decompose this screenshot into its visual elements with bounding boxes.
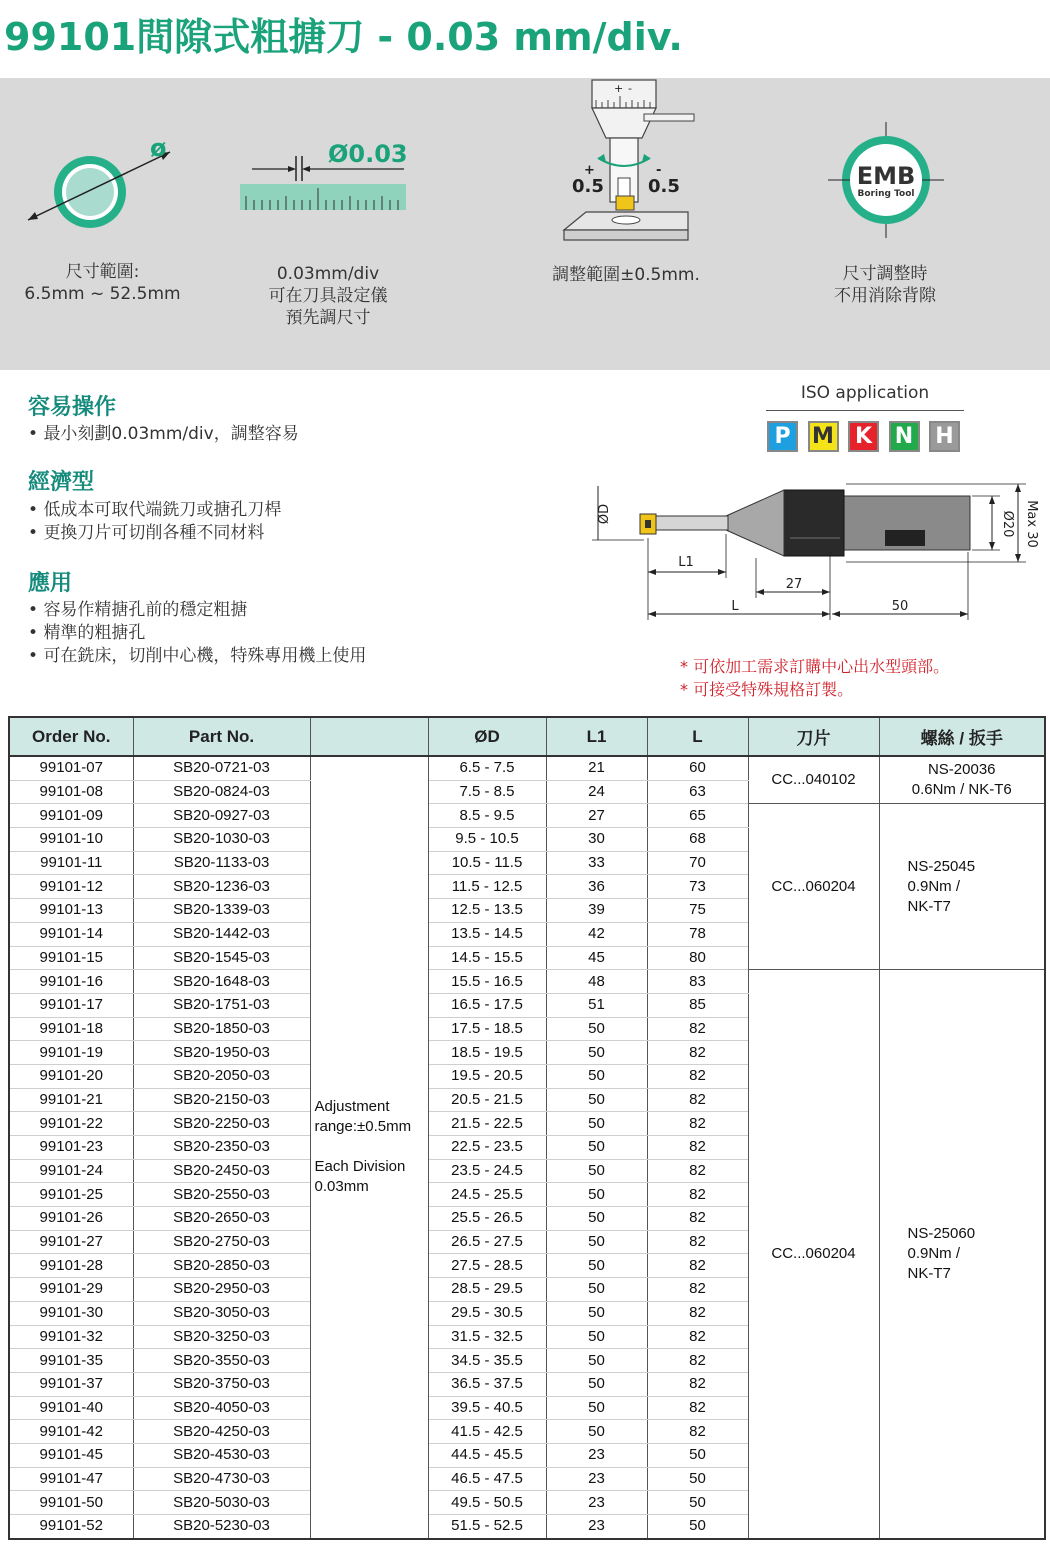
part-no-cell: SB20-0927-03 <box>133 804 310 828</box>
diameter-cell: 19.5 - 20.5 <box>428 1064 546 1088</box>
order-no-cell: 99101-10 <box>9 828 133 852</box>
l-cell: 82 <box>647 1396 748 1420</box>
part-no-cell: SB20-1133-03 <box>133 851 310 875</box>
part-no-cell: SB20-2250-03 <box>133 1112 310 1136</box>
diameter-cell: 13.5 - 14.5 <box>428 922 546 946</box>
order-no-cell: 99101-14 <box>9 922 133 946</box>
diameter-cell: 46.5 - 47.5 <box>428 1467 546 1491</box>
col-l1: L1 <box>546 717 647 756</box>
l-cell: 82 <box>647 1420 748 1444</box>
l1-cell: 50 <box>546 1254 647 1278</box>
dim-50: 50 <box>891 599 909 614</box>
l-cell: 82 <box>647 1064 748 1088</box>
l1-cell: 45 <box>546 946 647 970</box>
part-no-cell: SB20-2150-03 <box>133 1088 310 1112</box>
l-cell: 73 <box>647 875 748 899</box>
diameter-cell: 7.5 - 8.5 <box>428 780 546 804</box>
diameter-cell: 44.5 - 45.5 <box>428 1443 546 1467</box>
l1-cell: 23 <box>546 1467 647 1491</box>
bullets-easy <box>28 423 299 446</box>
iso-title: ISO application <box>800 383 930 403</box>
bullet-item: • 低成本可取代端銑刀或搪孔刀桿 <box>28 499 281 522</box>
dim-l1: L1 <box>678 555 694 570</box>
l-cell: 65 <box>647 804 748 828</box>
adjust-right-value: 0.5 <box>648 176 680 197</box>
order-no-cell: 99101-26 <box>9 1207 133 1231</box>
section-title-economy: 經濟型 <box>28 470 95 495</box>
diameter-cell: 9.5 - 10.5 <box>428 828 546 852</box>
feature-banner <box>0 78 1050 370</box>
bullet-item: • 精準的粗搪孔 <box>28 622 366 645</box>
insert-cell: CC...060204 <box>748 804 879 970</box>
dim-l: L <box>731 599 739 614</box>
l1-cell: 50 <box>546 1396 647 1420</box>
part-no-cell: SB20-2950-03 <box>133 1278 310 1302</box>
order-no-cell: 99101-12 <box>9 875 133 899</box>
l-cell: 75 <box>647 899 748 923</box>
bullets-application <box>28 599 366 668</box>
diameter-cell: 20.5 - 21.5 <box>428 1088 546 1112</box>
l1-cell: 50 <box>546 1207 647 1231</box>
l1-cell: 50 <box>546 1230 647 1254</box>
part-no-cell: SB20-5230-03 <box>133 1515 310 1539</box>
l-cell: 78 <box>647 922 748 946</box>
tool-dimension-drawing <box>590 478 1040 623</box>
l1-cell: 50 <box>546 1088 647 1112</box>
section-title-easy: 容易操作 <box>28 395 117 420</box>
spec-table <box>8 716 1046 1540</box>
order-no-cell: 99101-30 <box>9 1301 133 1325</box>
diameter-cell: 25.5 - 26.5 <box>428 1207 546 1231</box>
part-no-cell: SB20-3550-03 <box>133 1349 310 1373</box>
iso-grade-n: N <box>889 421 920 452</box>
col-screw-wrench: 螺絲 / 扳手 <box>879 717 1045 756</box>
part-no-cell: SB20-5030-03 <box>133 1491 310 1515</box>
part-no-cell: SB20-2350-03 <box>133 1136 310 1160</box>
note-special: * 可接受特殊規格訂製。 <box>680 680 854 699</box>
table-row <box>9 970 1045 994</box>
order-no-cell: 99101-09 <box>9 804 133 828</box>
order-no-cell: 99101-52 <box>9 1515 133 1539</box>
part-no-cell: SB20-2750-03 <box>133 1230 310 1254</box>
order-no-cell: 99101-32 <box>9 1325 133 1349</box>
l1-cell: 23 <box>546 1491 647 1515</box>
diameter-cell: 11.5 - 12.5 <box>428 875 546 899</box>
diameter-cell: 39.5 - 40.5 <box>428 1396 546 1420</box>
l1-cell: 23 <box>546 1515 647 1539</box>
order-no-cell: 99101-11 <box>9 851 133 875</box>
col-diameter: ØD <box>428 717 546 756</box>
l-cell: 82 <box>647 1017 748 1041</box>
l1-cell: 50 <box>546 1325 647 1349</box>
l1-cell: 50 <box>546 1349 647 1373</box>
l1-cell: 50 <box>546 1301 647 1325</box>
l1-cell: 50 <box>546 1183 647 1207</box>
diameter-cell: 8.5 - 9.5 <box>428 804 546 828</box>
part-no-cell: SB20-1950-03 <box>133 1041 310 1065</box>
page-title: 99101間隙式粗搪刀 - 0.03 mm/div. <box>4 15 683 59</box>
order-no-cell: 99101-25 <box>9 1183 133 1207</box>
part-no-cell: SB20-2450-03 <box>133 1159 310 1183</box>
l1-cell: 21 <box>546 756 647 780</box>
diameter-cell: 31.5 - 32.5 <box>428 1325 546 1349</box>
order-no-cell: 99101-35 <box>9 1349 133 1373</box>
order-no-cell: 99101-17 <box>9 993 133 1017</box>
l-cell: 70 <box>647 851 748 875</box>
diameter-cell: 28.5 - 29.5 <box>428 1278 546 1302</box>
boring-head-icon <box>560 78 710 256</box>
dim-27: 27 <box>785 577 803 592</box>
part-no-cell: SB20-1339-03 <box>133 899 310 923</box>
l1-cell: 50 <box>546 1112 647 1136</box>
part-no-cell: SB20-1648-03 <box>133 970 310 994</box>
order-no-cell: 99101-21 <box>9 1088 133 1112</box>
feature4-caption: 尺寸調整時 不用消除背隙 <box>834 264 936 306</box>
l-cell: 82 <box>647 1254 748 1278</box>
part-no-cell: SB20-0824-03 <box>133 780 310 804</box>
order-no-cell: 99101-16 <box>9 970 133 994</box>
diameter-cell: 51.5 - 52.5 <box>428 1515 546 1539</box>
diameter-cell: 49.5 - 50.5 <box>428 1491 546 1515</box>
l1-cell: 48 <box>546 970 647 994</box>
table-header-row <box>9 717 1045 756</box>
l-cell: 82 <box>647 1230 748 1254</box>
part-no-cell: SB20-4730-03 <box>133 1467 310 1491</box>
l1-cell: 51 <box>546 993 647 1017</box>
col-note <box>310 717 428 756</box>
part-no-cell: SB20-4250-03 <box>133 1420 310 1444</box>
l-cell: 50 <box>647 1515 748 1539</box>
part-no-cell: SB20-2650-03 <box>133 1207 310 1231</box>
order-no-cell: 99101-07 <box>9 756 133 780</box>
iso-grade-k: K <box>848 421 879 452</box>
l1-cell: 50 <box>546 1064 647 1088</box>
adjust-minus: - <box>656 163 662 178</box>
bullet-item: • 最小刻劃0.03mm/div，調整容易 <box>28 423 299 446</box>
dim-max30: Max 30 <box>1024 500 1039 548</box>
l1-cell: 24 <box>546 780 647 804</box>
l1-cell: 39 <box>546 899 647 923</box>
l1-cell: 50 <box>546 1278 647 1302</box>
diameter-cell: 22.5 - 23.5 <box>428 1136 546 1160</box>
diameter-cell: 27.5 - 28.5 <box>428 1254 546 1278</box>
l-cell: 80 <box>647 946 748 970</box>
l-cell: 82 <box>647 1207 748 1231</box>
order-no-cell: 99101-22 <box>9 1112 133 1136</box>
iso-divider <box>766 410 964 411</box>
order-no-cell: 99101-18 <box>9 1017 133 1041</box>
part-no-cell: SB20-1850-03 <box>133 1017 310 1041</box>
spec-table-body <box>9 756 1045 1539</box>
order-no-cell: 99101-19 <box>9 1041 133 1065</box>
order-no-cell: 99101-45 <box>9 1443 133 1467</box>
emb-logo-subtext: Boring Tool <box>857 189 915 199</box>
diameter-ring-icon <box>20 130 190 260</box>
l-cell: 60 <box>647 756 748 780</box>
l-cell: 50 <box>647 1443 748 1467</box>
order-no-cell: 99101-15 <box>9 946 133 970</box>
l1-cell: 50 <box>546 1017 647 1041</box>
l-cell: 82 <box>647 1041 748 1065</box>
l1-cell: 50 <box>546 1372 647 1396</box>
note-coolant: * 可依加工需求訂購中心出水型頭部。 <box>680 657 950 676</box>
diameter-cell: 14.5 - 15.5 <box>428 946 546 970</box>
insert-cell: CC...040102 <box>748 756 879 804</box>
order-no-cell: 99101-23 <box>9 1136 133 1160</box>
l-cell: 82 <box>647 1325 748 1349</box>
l-cell: 82 <box>647 1372 748 1396</box>
diameter-cell: 24.5 - 25.5 <box>428 1183 546 1207</box>
order-no-cell: 99101-08 <box>9 780 133 804</box>
order-no-cell: 99101-47 <box>9 1467 133 1491</box>
order-no-cell: 99101-29 <box>9 1278 133 1302</box>
feature2-caption: 0.03mm/div 可在刀具設定儀 預先調尺寸 <box>268 264 388 328</box>
iso-grade-m: M <box>808 421 839 452</box>
feature2-symbol: Ø0.03 <box>328 140 408 168</box>
l1-cell: 27 <box>546 804 647 828</box>
col-insert: 刀片 <box>748 717 879 756</box>
col-l: L <box>647 717 748 756</box>
adjust-left-value: 0.5 <box>572 176 604 197</box>
adjust-plus-top: + <box>614 82 624 95</box>
part-no-cell: SB20-1236-03 <box>133 875 310 899</box>
adjust-plus: + <box>584 163 595 178</box>
l-cell: 83 <box>647 970 748 994</box>
l1-cell: 50 <box>546 1420 647 1444</box>
diameter-cell: 29.5 - 30.5 <box>428 1301 546 1325</box>
diameter-cell: 6.5 - 7.5 <box>428 756 546 780</box>
part-no-cell: SB20-1545-03 <box>133 946 310 970</box>
part-no-cell: SB20-2850-03 <box>133 1254 310 1278</box>
col-part-no: Part No. <box>133 717 310 756</box>
l-cell: 82 <box>647 1112 748 1136</box>
order-no-cell: 99101-50 <box>9 1491 133 1515</box>
l1-cell: 50 <box>546 1041 647 1065</box>
part-no-cell: SB20-1751-03 <box>133 993 310 1017</box>
l-cell: 63 <box>647 780 748 804</box>
l-cell: 82 <box>647 1349 748 1373</box>
l1-cell: 36 <box>546 875 647 899</box>
l-cell: 82 <box>647 1088 748 1112</box>
diameter-cell: 12.5 - 13.5 <box>428 899 546 923</box>
dim-od: ØD <box>597 503 612 525</box>
l1-cell: 33 <box>546 851 647 875</box>
diameter-cell: 17.5 - 18.5 <box>428 1017 546 1041</box>
diameter-cell: 41.5 - 42.5 <box>428 1420 546 1444</box>
feature1-caption: 尺寸範圍: 6.5mm ~ 52.5mm <box>24 262 181 304</box>
bullet-item: • 容易作精搪孔前的穩定粗搪 <box>28 599 366 622</box>
col-order-no: Order No. <box>9 717 133 756</box>
diameter-cell: 18.5 - 19.5 <box>428 1041 546 1065</box>
part-no-cell: SB20-2050-03 <box>133 1064 310 1088</box>
iso-grade-p: P <box>767 421 798 452</box>
order-no-cell: 99101-20 <box>9 1064 133 1088</box>
part-no-cell: SB20-4530-03 <box>133 1443 310 1467</box>
l-cell: 50 <box>647 1467 748 1491</box>
diameter-cell: 10.5 - 11.5 <box>428 851 546 875</box>
order-no-cell: 99101-42 <box>9 1420 133 1444</box>
diameter-cell: 26.5 - 27.5 <box>428 1230 546 1254</box>
bullet-item: • 可在銑床，切削中心機，特殊專用機上使用 <box>28 645 366 668</box>
part-no-cell: SB20-3750-03 <box>133 1372 310 1396</box>
l-cell: 85 <box>647 993 748 1017</box>
dim-d20: Ø20 <box>1000 510 1015 538</box>
emb-boring-tool-icon <box>824 118 948 242</box>
emb-logo-text: EMB <box>856 162 916 190</box>
part-no-cell: SB20-1030-03 <box>133 828 310 852</box>
screw-wrench-cell: NS-25045 0.9Nm / NK-T7 <box>879 804 1045 970</box>
part-no-cell: SB20-4050-03 <box>133 1396 310 1420</box>
diameter-cell: 15.5 - 16.5 <box>428 970 546 994</box>
part-no-cell: SB20-0721-03 <box>133 756 310 780</box>
feature3-caption: 調整範圍±0.5mm. <box>552 265 700 285</box>
scale-ruler-icon <box>232 136 412 216</box>
l-cell: 82 <box>647 1301 748 1325</box>
screw-wrench-cell: NS-20036 0.6Nm / NK-T6 <box>879 756 1045 804</box>
order-no-cell: 99101-27 <box>9 1230 133 1254</box>
table-row <box>9 804 1045 828</box>
l-cell: 82 <box>647 1278 748 1302</box>
adjustment-note-cell: Adjustment range:±0.5mm Each Division 0.03mm <box>310 756 428 1539</box>
order-no-cell: 99101-24 <box>9 1159 133 1183</box>
order-no-cell: 99101-37 <box>9 1372 133 1396</box>
l-cell: 82 <box>647 1183 748 1207</box>
l-cell: 82 <box>647 1136 748 1160</box>
bullets-economy <box>28 499 281 545</box>
diameter-cell: 21.5 - 22.5 <box>428 1112 546 1136</box>
feature1-symbol: ø <box>150 134 167 162</box>
diameter-cell: 16.5 - 17.5 <box>428 993 546 1017</box>
diameter-cell: 34.5 - 35.5 <box>428 1349 546 1373</box>
l1-cell: 30 <box>546 828 647 852</box>
part-no-cell: SB20-2550-03 <box>133 1183 310 1207</box>
l-cell: 50 <box>647 1491 748 1515</box>
l-cell: 68 <box>647 828 748 852</box>
screw-wrench-cell: NS-25060 0.9Nm / NK-T7 <box>879 970 1045 1539</box>
part-no-cell: SB20-1442-03 <box>133 922 310 946</box>
iso-grade-h: H <box>929 421 960 452</box>
insert-cell: CC...060204 <box>748 970 879 1539</box>
bullet-item: • 更換刀片可切削各種不同材料 <box>28 522 281 545</box>
order-no-cell: 99101-28 <box>9 1254 133 1278</box>
l1-cell: 50 <box>546 1159 647 1183</box>
l1-cell: 23 <box>546 1443 647 1467</box>
diameter-cell: 23.5 - 24.5 <box>428 1159 546 1183</box>
part-no-cell: SB20-3250-03 <box>133 1325 310 1349</box>
diameter-cell: 36.5 - 37.5 <box>428 1372 546 1396</box>
l1-cell: 50 <box>546 1136 647 1160</box>
part-no-cell: SB20-3050-03 <box>133 1301 310 1325</box>
adjust-minus-top: - <box>628 82 632 95</box>
table-row <box>9 756 1045 780</box>
order-no-cell: 99101-13 <box>9 899 133 923</box>
section-title-application: 應用 <box>28 571 73 596</box>
l1-cell: 42 <box>546 922 647 946</box>
order-no-cell: 99101-40 <box>9 1396 133 1420</box>
l-cell: 82 <box>647 1159 748 1183</box>
